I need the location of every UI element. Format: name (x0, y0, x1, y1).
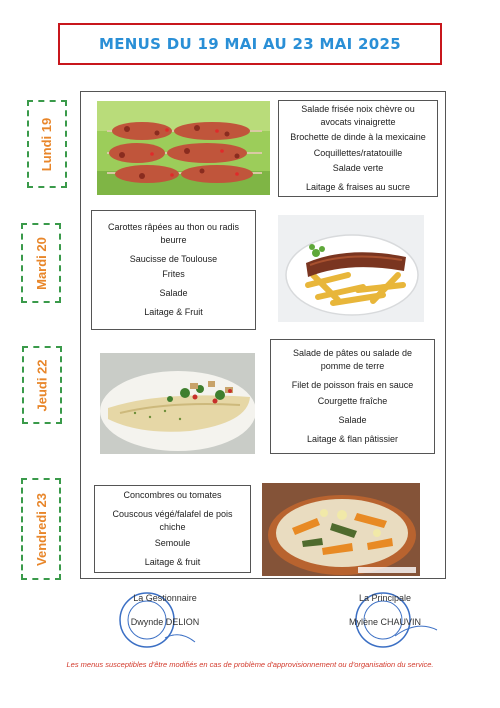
signature-name: Mylène CHAUVIN (348, 617, 422, 627)
day-tab-vendredi (21, 478, 61, 580)
signature-left (95, 590, 225, 650)
signature-right (325, 590, 445, 650)
dish-photo-skewers (97, 101, 270, 195)
day-tab-mardi (21, 223, 61, 303)
menu-item: Semoule (154, 537, 191, 548)
day-tab-lundi (27, 100, 67, 188)
day-label: Mardi 20 (33, 236, 49, 290)
menu-item: Courgette fraîche (317, 395, 388, 406)
menu-item: Brochette de dinde à la mexicaine (290, 132, 426, 143)
signature-role: La Principale (358, 593, 412, 603)
menu-box-jeudi (270, 339, 435, 454)
menu-item: Filet de poisson frais en sauce (291, 380, 414, 391)
menu-item: Carottes râpées au thon ou radis beurre (107, 221, 240, 245)
menu-item: Laitage & fruit (144, 556, 201, 567)
signature-name: Dwynde DELION (130, 617, 200, 627)
dish-photo-fish (100, 353, 255, 454)
menu-item: Laitage & flan pâtissier (306, 433, 399, 444)
menu-item: Laitage & fraises au sucre (305, 181, 411, 192)
menu-item: Coquillettes/ratatouille (313, 147, 403, 158)
menu-item: Salade de pâtes ou salade de pomme de terre (292, 348, 413, 372)
menu-item: Salade (159, 288, 188, 299)
day-tab-jeudi (22, 346, 62, 424)
menu-item: Saucisse de Toulouse (129, 253, 218, 264)
signature-role: La Gestionnaire (133, 593, 197, 603)
menu-item: Salade frisée noix chèvre ou avocats vinaigrette (301, 104, 415, 128)
day-label: Jeudi 22 (34, 358, 50, 412)
menu-item: Frites (162, 269, 185, 279)
menu-box-lundi (278, 100, 438, 197)
menu-item: Couscous végé/falafel de pois chiche (112, 509, 233, 533)
title-box (58, 23, 442, 65)
footer-note: Les menus susceptibles d'être modifiés en cas de problème d'approvisionnement ou d'organisation du service. (66, 660, 434, 669)
dish-photo-sausage-fries (278, 215, 424, 322)
dish-photo-couscous (262, 483, 420, 576)
menu-box-vendredi (94, 485, 251, 573)
day-label: Vendredi 23 (33, 492, 49, 566)
page-title: MENUS DU 19 MAI AU 23 MAI 2025 (99, 35, 401, 53)
menu-item: Salade (338, 414, 367, 425)
menu-item: Concombres ou tomates (123, 490, 222, 501)
menu-box-mardi (91, 210, 256, 330)
menu-item: Salade verte (332, 162, 384, 173)
menu-item: Laitage & Fruit (144, 307, 203, 318)
day-label: Lundi 19 (39, 117, 55, 171)
